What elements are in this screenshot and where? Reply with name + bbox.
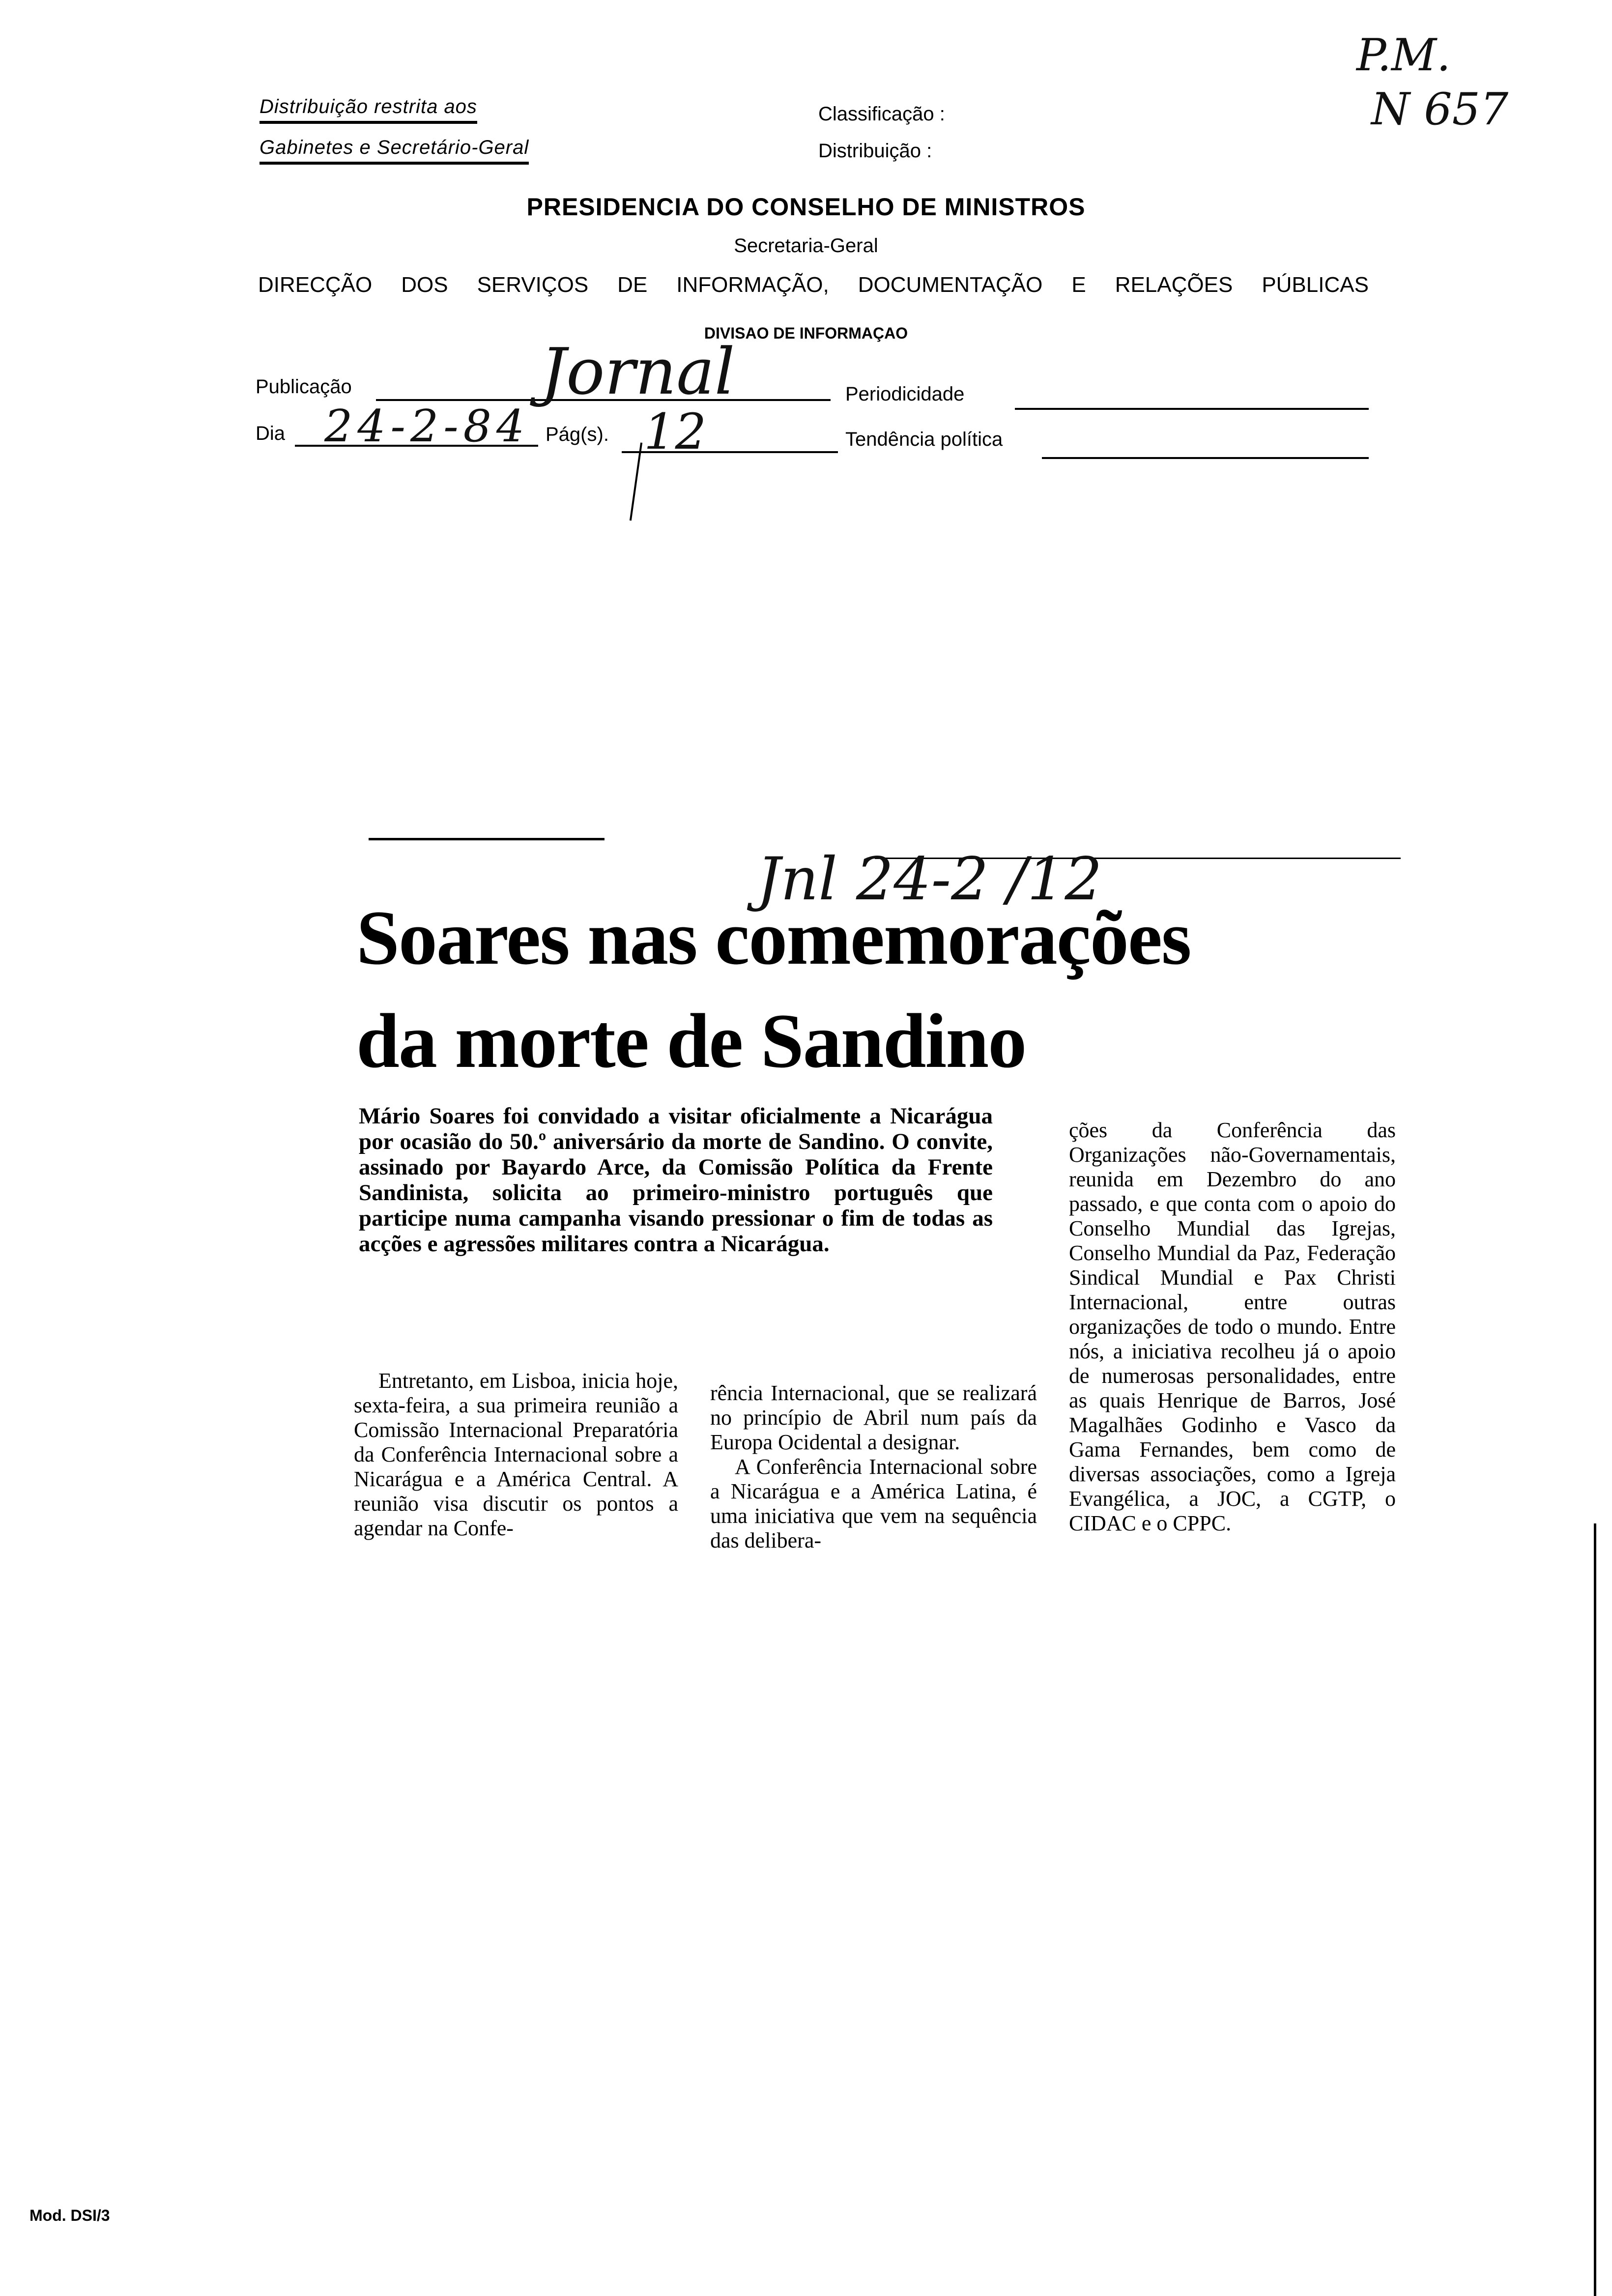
tendencia-label: Tendência política: [845, 429, 1003, 450]
dia-value: 24-2-84: [324, 401, 530, 452]
tendencia-field-line: [1042, 457, 1369, 459]
pags-value: 12: [644, 403, 707, 460]
article-column-2: [710, 1381, 1037, 1553]
directorate-word: DOCUMENTAÇÃO: [858, 273, 1043, 297]
pags-label: Pág(s).: [546, 424, 609, 445]
article-headline-line2: da morte de Sandino: [356, 998, 1026, 1084]
article-column-1: [354, 1369, 678, 1541]
directorate-word: DOS: [401, 273, 448, 297]
directorate-word: DIRECÇÃO: [258, 273, 373, 297]
directorate-word: INFORMAÇÃO,: [676, 273, 829, 297]
periodicidade-field-line: [1015, 408, 1369, 410]
article-lead: Mário Soares foi convidado a visitar oficialmente a Nicarágua por ocasião do 50.º aniversário da morte de Sandino. O convite, assinado por Bayardo Arce, da Comissão Política da Frente Sandinista, solicita ao primeiro-ministro português que participe numa campanha visando pressionar o fim de todas as acções e agressões militares contra a Nicarágua.: [359, 1103, 993, 1257]
directorate-line: [258, 273, 1369, 297]
dia-label: Dia: [256, 423, 286, 444]
directorate-word: DE: [617, 273, 648, 297]
scan-edge-line: [1594, 1523, 1596, 2296]
periodicidade-label: Periodicidade: [845, 383, 965, 405]
article-paragraph: ções da Conferência das Organizações não-Governamentais, reunida em Dezembro do ano passado, e que conta com o apoio do Conselho Mundial das Igrejas, Conselho Mundial da Paz, Federação Sindical Mundial e Pax Christi Internacional, entre outras organizações de todo o mundo. Entre nós, a iniciativa recolheu já o apoio de numerosas personalidades, entre as quais Henrique de Barros, José Magalhães Godinho e Vasco da Gama Fernandes, bem como de diversas associações, como a Igreja Evangélica, a JOC, a CGTP, o CIDAC e o CPPC.: [1069, 1118, 1396, 1535]
directorate-word: SERVIÇOS: [477, 273, 589, 297]
directorate-word: PÚBLICAS: [1262, 273, 1369, 297]
form-code: Mod. DSI/3: [29, 2207, 110, 2224]
classificacao-label: Classificação :: [818, 103, 945, 125]
page-subtitle: Secretaria-Geral: [734, 235, 878, 257]
publicacao-label: Publicação: [256, 376, 352, 398]
handwritten-headline-note: Jnl 24-2 /12: [757, 845, 1102, 914]
restriction-line1: Distribuição restrita aos: [259, 96, 477, 124]
article-paragraph: rência Internacional, que se realizará no princípio de Abril num país da Europa Ocidental a designar.: [710, 1381, 1037, 1454]
directorate-word: RELAÇÕES: [1115, 273, 1233, 297]
restriction-line2: Gabinetes e Secretário-Geral: [259, 137, 529, 165]
directorate-word: E: [1071, 273, 1086, 297]
distribuicao-label: Distribuição :: [818, 140, 932, 162]
pen-stroke: [630, 443, 642, 521]
article-headline-line1: Soares nas comemorações: [356, 895, 1191, 981]
article-rule-left: [369, 838, 604, 840]
article-paragraph: Entretanto, em Lisboa, inicia hoje, sexta-feira, a sua primeira reunião a Comissão Internacional Preparatória da Conferência Internacional sobre a Nicarágua e a América Central. A reunião visa discutir os pontos a agendar na Confe-: [354, 1369, 678, 1540]
division-label: DIVISAO DE INFORMAÇAO: [704, 324, 908, 342]
publicacao-value: Jornal: [541, 334, 735, 409]
article-column-3: [1069, 1118, 1396, 1536]
page-title: PRESIDENCIA DO CONSELHO DE MINISTROS: [526, 193, 1086, 221]
handwritten-reference-line2: N 657: [1371, 84, 1509, 135]
handwritten-reference-line1: P.M.: [1356, 29, 1451, 81]
article-paragraph: A Conferência Internacional sobre a Nicarágua e a América Latina, é uma iniciativa que vem na sequência das delibera-: [710, 1455, 1037, 1552]
